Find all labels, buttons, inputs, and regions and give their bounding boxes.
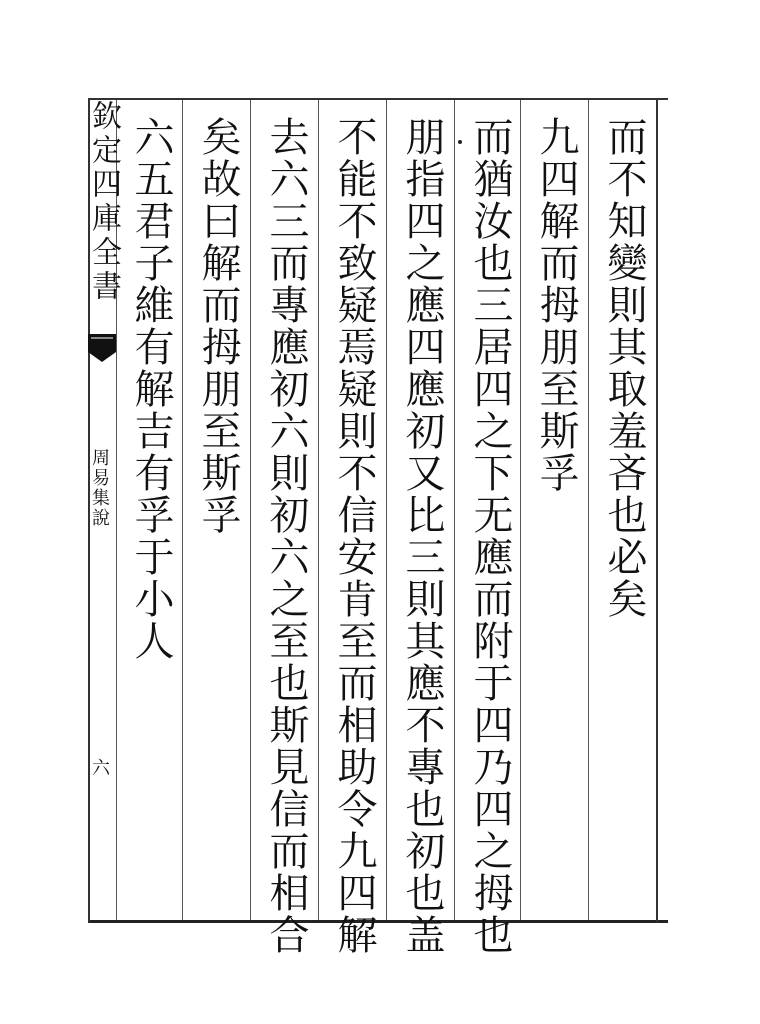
text-column-3: 而猶汝也三居四之下无應而附于四乃四之拇也	[467, 116, 513, 956]
text-column-5: 不能不致疑焉疑則不信安肯至而相助令九四解	[331, 116, 377, 956]
margin-title: 欽定四庫全書	[86, 100, 121, 304]
column-rule	[386, 100, 387, 920]
column-rule	[454, 100, 455, 920]
text-column-7: 矣故曰解而拇朋至斯孚	[195, 116, 241, 536]
column-rule	[250, 100, 251, 920]
text-column-4: 朋指四之應四應初又比三則其應不專也初也盖	[399, 116, 445, 956]
column-rule	[520, 100, 521, 920]
top-border	[88, 98, 668, 100]
text-column-1: 而不知變則其取羞吝也必矣	[601, 116, 647, 620]
column-rule	[588, 100, 589, 920]
text-column-2: 九四解而拇朋至斯孚	[533, 116, 579, 494]
column-rule	[182, 100, 183, 920]
text-column-8: 六五君子維有解吉有孚于小人	[128, 116, 174, 662]
column-rule	[318, 100, 319, 920]
fish-tail-mark-icon	[88, 334, 116, 364]
text-column-6: 去六三而專應初六則初六之至也斯見信而相合	[263, 116, 309, 956]
right-border	[656, 98, 658, 922]
book-name: 周易集說	[89, 448, 110, 528]
punctuation-mark	[458, 140, 462, 144]
page-number: 六	[89, 758, 110, 776]
